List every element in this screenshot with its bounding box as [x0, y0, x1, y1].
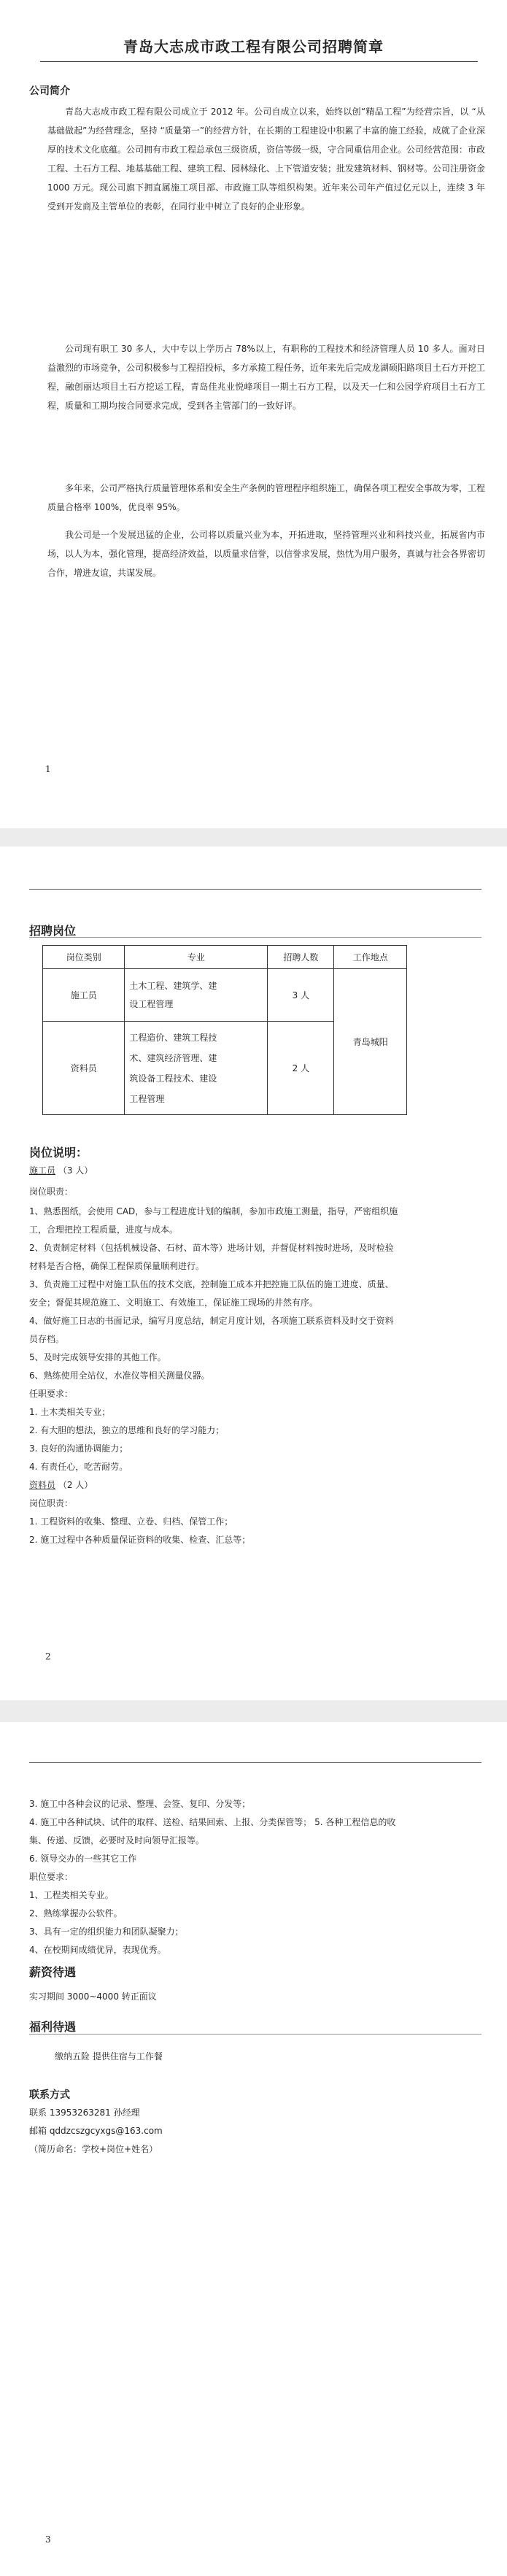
recruit-heading: 招聘岗位 [29, 924, 77, 938]
job1-count: （3 人） [58, 1165, 93, 1176]
cell-count: 3 人 [268, 969, 334, 1022]
duty-label: 岗位职责： [29, 1187, 74, 1197]
header-divider [29, 1762, 481, 1763]
duty-line: 集、传递、反馈，必要时及时向领导汇报等。 [29, 1835, 205, 1846]
duty-line: 材料是否合格，确保工程保质保量顺利进行。 [29, 1261, 205, 1271]
req-label: 职位要求： [29, 1872, 74, 1882]
major-line: 土木工程、建筑学、建 [129, 980, 217, 991]
duty-line: 工，合理把控工程质量，进度与成本。 [29, 1225, 179, 1235]
req-line: 3、具有一定的组织能力和团队凝聚力； [29, 1927, 184, 1937]
welfare-heading: 福利待遇 [29, 2020, 77, 2034]
req-line: 1、工程类相关专业。 [29, 1890, 114, 1900]
header-count: 招聘人数 [268, 946, 334, 969]
major-line: 设工程管理 [129, 998, 174, 1009]
salary-heading: 薪资待遇 [29, 1965, 77, 1979]
intro-paragraph-2: 公司现有职工 30 多人，大中专以上学历占 78%以上，有职称的工程技术和经济管理人员 10 多人。面对日益激烈的市场竞争，公司积极参与工程招投标，多方承揽工程任务，近年来先后完成龙湖硕阳路项目土石方开挖工程，融创丽达项目土石方挖运工程，青岛佳兆业悦峰项目一期土石方工程，以及天一仁和公园学府项目土石方工程，质量和工期均按合同要求完成，受到各主管部门的一致好评。 [47, 344, 486, 411]
duty-line: 2、负责制定材料（包括机械设备、石材、苗木等）进场计划，并督促材料按时进场，及时检验 [29, 1243, 394, 1253]
major-line: 术、建筑经济管理、建 [129, 1052, 217, 1063]
job2-title [29, 1476, 481, 1495]
contact-phone: 联系 13953263281 孙经理 [29, 2108, 140, 2118]
header-major: 专业 [125, 946, 268, 969]
duty-line: 安全；督促其规范施工、文明施工、有效施工，保证施工现场的井然有序。 [29, 1297, 319, 1308]
header-location: 工作地点 [334, 946, 407, 969]
page-3 [0, 1722, 507, 2576]
duty-line: 4. 施工中各种试块、试件的取样、送检、结果回索、上报、分类保管等； 5. 各种工程信息的收 [29, 1817, 396, 1827]
page-2 [0, 847, 507, 1700]
contact-heading: 联系方式 [29, 2089, 70, 2101]
table-row [43, 969, 407, 1022]
job2-count: （2 人） [58, 1480, 93, 1490]
header-divider [29, 889, 481, 890]
duty-line: 5、及时完成领导安排的其他工作。 [29, 1352, 166, 1362]
duty-line: 6、熟练使用全站仪，水准仪等相关测量仪器。 [29, 1370, 210, 1381]
job1-name: 施工员 [29, 1165, 56, 1176]
recruit-divider [29, 937, 481, 938]
intro-paragraph-1: 青岛大志成市政工程有限公司成立于 2012 年。公司自成立以来，始终以创“精品工程”为经营宗旨，以 “从基础做起”为经营理念，坚持 “质量第一”的经营方针，在长期的工程建设中积累了丰富的施工经验，成就了企业深厚的技术文化底蕴。公司拥有市政工程总承包三级资质，资信等级一级，守合同重信用企业。公司经营范围：市政工程、土石方工程、地基基础工程、建筑工程、园林绿化、上下管道安装；批发建筑材料、钢材等。公司注册资金 1000 万元。现公司旗下拥直属施工项目部、市政施工队等组织构架。近年来公司年产值过亿元以上，连续 3 年受到开发商及主管单位的表彰，在同行业中树立了良好的企业形象。 [47, 107, 486, 212]
table-header-row [43, 946, 407, 969]
duty-line: 3. 施工中各种会议的记录、整理、会签、复印、分发等； [29, 1799, 251, 1809]
header-category: 岗位类别 [43, 946, 125, 969]
desc-heading: 岗位说明： [29, 1146, 88, 1160]
jobs-table [42, 945, 407, 1115]
cell-location: 青岛城阳 [334, 969, 407, 1115]
cell-count: 2 人 [268, 1022, 334, 1115]
page-number: 3 [45, 2534, 51, 2545]
cell-category: 资料员 [43, 1022, 125, 1115]
salary-text: 实习期间 3000~4000 转正面议 [29, 1991, 157, 2002]
req-line: 4. 有责任心，吃苦耐劳。 [29, 1462, 128, 1472]
major-line: 工程管理 [129, 1093, 165, 1104]
resume-naming-note: （简历命名：学校+岗位+姓名） [29, 2144, 158, 2154]
req-label: 任职要求： [29, 1389, 74, 1399]
duty-line: 1. 工程资料的收集、整理、立卷、归档、保管工作； [29, 1516, 233, 1527]
req-line: 3. 良好的沟通协调能力； [29, 1443, 128, 1454]
duty-line: 4、做好施工日志的书面记录，编写月度总结，制定月度计划，各项施工联系资料及时交于资料 [29, 1316, 394, 1326]
cell-category: 施工员 [43, 969, 125, 1022]
req-line: 2、熟练掌握办公软件。 [29, 1908, 123, 1918]
duty-line: 员存档。 [29, 1334, 65, 1344]
duty-line: 6. 领导交办的一些其它工作 [29, 1854, 137, 1864]
cell-major [125, 1022, 268, 1115]
cell-major [125, 969, 268, 1022]
duty-line: 2. 施工过程中各种质量保证资料的收集、检查、汇总等； [29, 1535, 251, 1545]
job2-name: 资料员 [29, 1480, 56, 1490]
job1-title [29, 1162, 481, 1180]
page-number: 1 [45, 764, 51, 774]
req-line: 4、在校期间成绩优异，表现优秀。 [29, 1945, 166, 1955]
contact-email: 邮箱 qddzcszgcyxgs@163.com [29, 2126, 163, 2136]
duty-line: 3、负责施工过程中对施工队伍的技术交底，控制施工成本并把控施工队伍的施工进度、质量、 [29, 1279, 394, 1289]
major-line: 工程造价、建筑工程技 [129, 1032, 217, 1043]
intro-paragraph-3: 多年来，公司严格执行质量管理体系和安全生产条例的管理程序组织施工，确保各项工程安全事故为零，工程质量合格率 100%，优良率 95%。 [47, 483, 486, 512]
duty-line: 1、熟悉图纸，会使用 CAD，参与工程进度计划的编制，参加市政施工测量，指导，严密组织施 [29, 1206, 398, 1216]
title-divider [40, 61, 478, 62]
intro-paragraph-4: 我公司是一个发展迅猛的企业，公司将以质量兴业为本，开拓进取，坚持管理兴业和科技兴业，拓展省内市场，以人为本，强化管理，提高经济效益，以质量求信誉，以信誉求发展，热忱为用户服务，真诚与社会各界密切合作，增进友谊，共谋发展。 [47, 530, 486, 578]
major-line: 筑设备工程技术、建设 [129, 1073, 217, 1084]
req-line: 2. 有大胆的想法，独立的思维和良好的学习能力； [29, 1425, 225, 1435]
req-line: 1. 土木类相关专业； [29, 1407, 111, 1417]
intro-heading: 公司简介 [29, 85, 70, 97]
welfare-divider [29, 2034, 481, 2035]
page-number: 2 [45, 1651, 51, 1662]
duty-label: 岗位职责： [29, 1498, 74, 1508]
page-title: 青岛大志成市政工程有限公司招聘简章 [123, 38, 384, 55]
welfare-text: 缴纳五险 提供住宿与工作餐 [55, 2051, 163, 2062]
page-1 [0, 0, 507, 828]
